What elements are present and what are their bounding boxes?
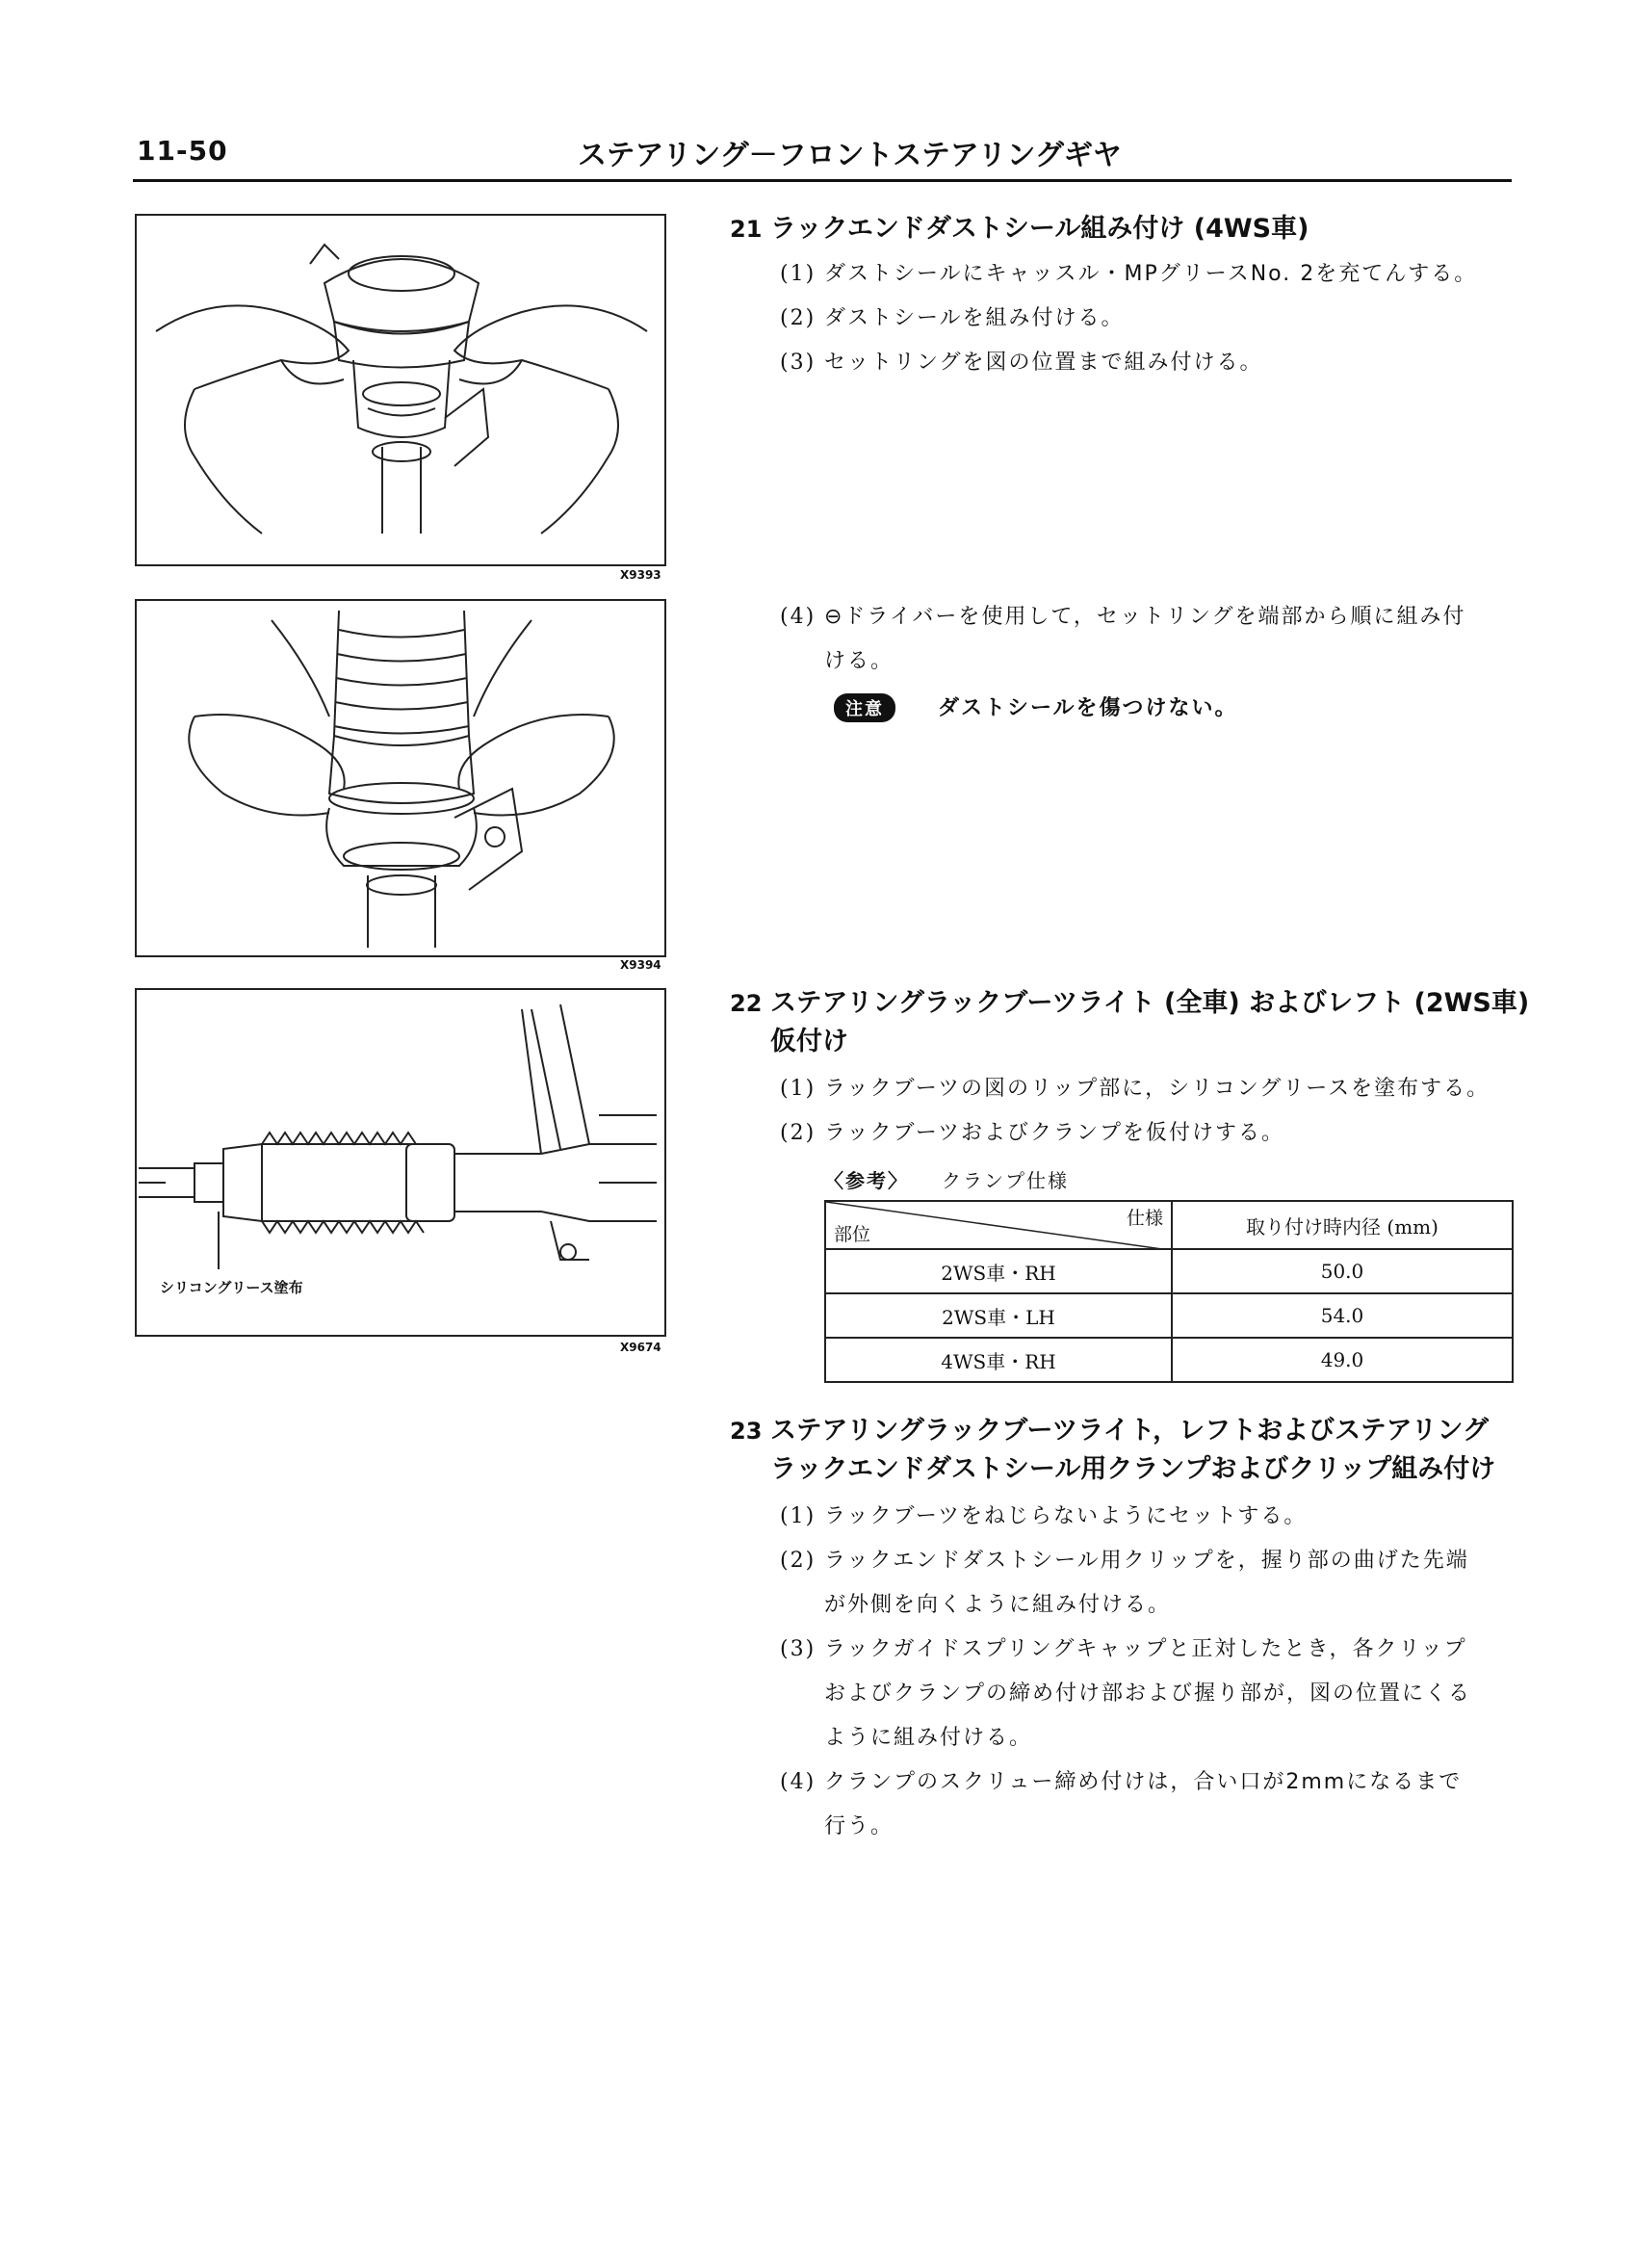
step-title-text: ステアリングラックブーツライト (全車) およびレフト (2WS車) bbox=[770, 988, 1530, 1018]
cell-part: 2WS車・LH bbox=[825, 1293, 1172, 1338]
figure-code: X9674 bbox=[620, 1341, 661, 1354]
cell-value: 50.0 bbox=[1172, 1249, 1513, 1293]
figure-label-silicone-grease: シリコングリース塗布 bbox=[160, 1279, 303, 1296]
step-23-title bbox=[730, 1412, 1495, 1489]
reference-note bbox=[824, 1165, 1069, 1193]
item-text: ダストシールを組み付ける。 bbox=[824, 306, 1125, 330]
cell-value: 49.0 bbox=[1172, 1338, 1513, 1382]
item-number: (2) bbox=[780, 1549, 816, 1573]
step-23-item bbox=[780, 1760, 1463, 1849]
step-title-text: 仮付け bbox=[770, 1027, 848, 1056]
step-title-text: ラックエンドダストシール組み付け (4WS車) bbox=[770, 214, 1309, 244]
header-part: 部位 bbox=[834, 1224, 871, 1245]
clamp-spec-table bbox=[824, 1200, 1514, 1383]
step-21-item bbox=[780, 252, 1478, 297]
item-text: ラックブーツおよびクランプを仮付けする。 bbox=[824, 1121, 1285, 1145]
header-divider bbox=[133, 179, 1512, 182]
table-diagonal-header bbox=[825, 1201, 1172, 1249]
figure-code: X9394 bbox=[620, 958, 661, 972]
item-number: (4) bbox=[780, 1770, 816, 1794]
item-number: (2) bbox=[780, 1121, 816, 1145]
item-text: ⊖ドライバーを使用して，セットリングを端部から順に組み付 bbox=[824, 605, 1466, 629]
item-text: が外側を向くように組み付ける。 bbox=[824, 1593, 1172, 1617]
diagonal-line bbox=[826, 1202, 1169, 1250]
caution-badge: 注意 bbox=[834, 693, 895, 722]
step-22-item bbox=[780, 1067, 1490, 1111]
item-text: ラックブーツの図のリップ部に，シリコングリースを塗布する。 bbox=[824, 1077, 1490, 1101]
header-value: 取り付け時内径 (mm) bbox=[1172, 1201, 1513, 1249]
page-title: ステアリング－フロントステアリングギヤ bbox=[578, 139, 1122, 172]
reference-label: 〈参考〉 bbox=[824, 1169, 909, 1192]
reference-title: クランプ仕様 bbox=[942, 1169, 1069, 1192]
step-23-item bbox=[780, 1495, 1308, 1539]
step-number: 23 bbox=[730, 1418, 763, 1445]
step-21-item bbox=[780, 595, 1466, 684]
cell-part: 4WS車・RH bbox=[825, 1338, 1172, 1382]
table-header-row bbox=[825, 1201, 1513, 1249]
table-row bbox=[825, 1338, 1513, 1382]
step-23-item bbox=[780, 1628, 1472, 1760]
item-number: (4) bbox=[780, 605, 816, 629]
item-number: (3) bbox=[780, 1637, 816, 1661]
item-text: およびクランプの締め付け部および握り部が，図の位置にくる bbox=[824, 1681, 1472, 1706]
item-number: (1) bbox=[780, 262, 816, 286]
header-spec: 仕様 bbox=[1126, 1208, 1163, 1229]
caution-note bbox=[834, 691, 1238, 722]
item-number: (2) bbox=[780, 306, 816, 330]
item-text: セットリングを図の位置まで組み付ける。 bbox=[824, 351, 1263, 375]
step-number: 21 bbox=[730, 216, 763, 243]
table-row bbox=[825, 1293, 1513, 1338]
figure-dust-seal-install bbox=[135, 214, 666, 566]
cell-part: 2WS車・RH bbox=[825, 1249, 1172, 1293]
item-text: ラックガイドスプリングキャップと正対したとき，各クリップ bbox=[824, 1637, 1467, 1661]
item-text: ラックエンドダストシール用クリップを，握り部の曲げた先端 bbox=[824, 1549, 1469, 1573]
page-number: 11-50 bbox=[137, 135, 228, 167]
item-text: ダストシールにキャッスル・MPグリースNo. 2を充てんする。 bbox=[824, 262, 1478, 286]
figure-code: X9393 bbox=[620, 568, 661, 582]
caution-text: ダストシールを傷つけない。 bbox=[938, 696, 1238, 720]
item-text: ラックブーツをねじらないようにセットする。 bbox=[824, 1504, 1308, 1528]
step-21-item bbox=[780, 297, 1125, 341]
item-number: (3) bbox=[780, 351, 816, 375]
figure-set-ring-install bbox=[135, 599, 666, 957]
table-row bbox=[825, 1249, 1513, 1293]
item-text: 行う。 bbox=[824, 1814, 894, 1838]
item-text: クランプのスクリュー締め付けは，合い口が2mmになるまで bbox=[824, 1770, 1463, 1794]
step-23-item bbox=[780, 1539, 1469, 1628]
step-number: 22 bbox=[730, 990, 763, 1017]
step-21-title bbox=[730, 210, 1309, 248]
item-number: (1) bbox=[780, 1504, 816, 1528]
step-title-text: ラックエンドダストシール用クランプおよびクリップ組み付け bbox=[770, 1454, 1496, 1484]
item-text: ける。 bbox=[824, 649, 894, 673]
cell-value: 54.0 bbox=[1172, 1293, 1513, 1338]
step-22-title bbox=[730, 984, 1529, 1061]
figure-rack-boot bbox=[135, 988, 666, 1337]
item-text: ように組み付ける。 bbox=[824, 1726, 1033, 1750]
step-22-item bbox=[780, 1111, 1285, 1156]
item-number: (1) bbox=[780, 1077, 816, 1101]
step-title-text: ステアリングラックブーツライト，レフトおよびステアリング bbox=[770, 1416, 1490, 1446]
step-21-item bbox=[780, 341, 1263, 385]
